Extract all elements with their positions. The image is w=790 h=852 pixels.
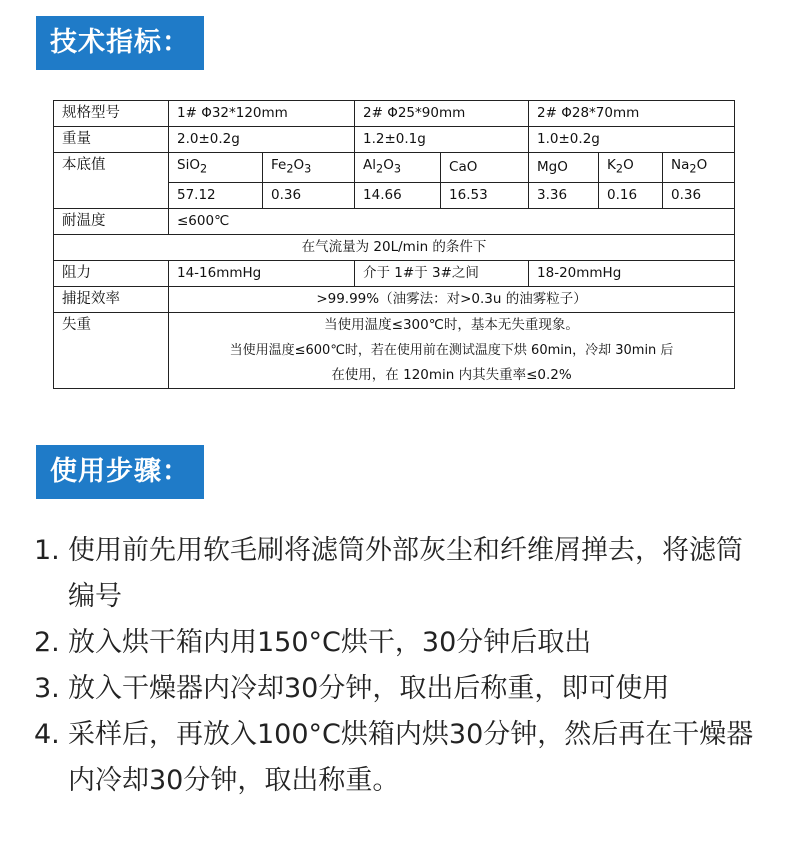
resistance-label: 阻力: [54, 260, 169, 286]
table-row: [54, 286, 735, 312]
base-label: 本底值: [54, 153, 169, 209]
list-item: [34, 620, 764, 666]
table-row: [54, 260, 735, 286]
loss-line-3: 在使用，在 120min 内其失重率≤0.2%: [331, 366, 572, 383]
temp-label: 耐温度: [54, 208, 169, 234]
list-item: [34, 528, 764, 620]
compound-name: MgO: [529, 153, 599, 183]
compound-value: 3.36: [529, 182, 599, 208]
table-row: [54, 127, 735, 153]
list-item: [34, 666, 764, 712]
spec-table: [53, 100, 735, 389]
compound-name: $Fe_2O_3$: [263, 153, 355, 183]
weight-label: 重量: [54, 127, 169, 153]
step-number: 1.: [34, 535, 60, 566]
tech-specs-heading: 技术指标：: [36, 16, 204, 70]
spec-value-1: 1# Φ32*120mm: [169, 101, 355, 127]
compound-value: 14.66: [355, 182, 441, 208]
resistance-value-2: 介于 1#于 3#之间: [355, 260, 529, 286]
step-number: 3.: [34, 673, 60, 704]
compound-value: 16.53: [441, 182, 529, 208]
spec-label: 规格型号: [54, 101, 169, 127]
weight-value-3: 1.0±0.2g: [529, 127, 735, 153]
table-row: [54, 208, 735, 234]
flow-condition: 在气流量为 20L/min 的条件下: [54, 234, 735, 260]
table-row: [54, 101, 735, 127]
compound-name: $Na_2O$: [663, 153, 735, 183]
spec-value-2: 2# Φ25*90mm: [355, 101, 529, 127]
spec-value-3: 2# Φ28*70mm: [529, 101, 735, 127]
compound-name: CaO: [441, 153, 529, 183]
loss-line-1: 当使用温度≤300℃时，基本无失重现象。: [324, 316, 579, 333]
table-row: [54, 153, 735, 183]
resistance-value-3: 18-20mmHg: [529, 260, 735, 286]
step-text: 放入烘干箱内用150°C烘干，30分钟后取出: [68, 627, 592, 658]
weight-value-1: 2.0±0.2g: [169, 127, 355, 153]
weight-value-2: 1.2±0.1g: [355, 127, 529, 153]
usage-steps-list: [34, 528, 764, 804]
compound-value: 0.16: [599, 182, 663, 208]
resistance-value-1: 14-16mmHg: [169, 260, 355, 286]
efficiency-label: 捕捉效率: [54, 286, 169, 312]
loss-value: [169, 312, 735, 388]
temp-value: ≤600℃: [169, 208, 735, 234]
compound-value: 0.36: [263, 182, 355, 208]
step-text: 放入干燥器内冷却30分钟，取出后称重，即可使用: [68, 673, 670, 704]
step-number: 4.: [34, 719, 60, 750]
step-text: 使用前先用软毛刷将滤筒外部灰尘和纤维屑掸去，将滤筒编号: [68, 535, 743, 612]
loss-label: 失重: [54, 312, 169, 388]
step-text: 采样后，再放入100°C烘箱内烘30分钟，然后再在干燥器内冷却30分钟，取出称重。: [68, 719, 754, 796]
compound-name: $Al_2O_3$: [355, 153, 441, 183]
compound-value: 57.12: [169, 182, 263, 208]
loss-line-2: 当使用温度≤600℃时，若在使用前在测试温度下烘 60min，冷却 30min 后: [229, 342, 674, 358]
list-item: [34, 712, 764, 804]
efficiency-value: >99.99%（油雾法：对>0.3u 的油雾粒子）: [169, 286, 735, 312]
table-row: [54, 234, 735, 260]
step-number: 2.: [34, 627, 60, 658]
table-row: [54, 312, 735, 388]
compound-name: $K_2O$: [599, 153, 663, 183]
usage-steps-heading: 使用步骤：: [36, 445, 204, 499]
compound-name: SiO$_2$: [169, 153, 263, 183]
compound-value: 0.36: [663, 182, 735, 208]
